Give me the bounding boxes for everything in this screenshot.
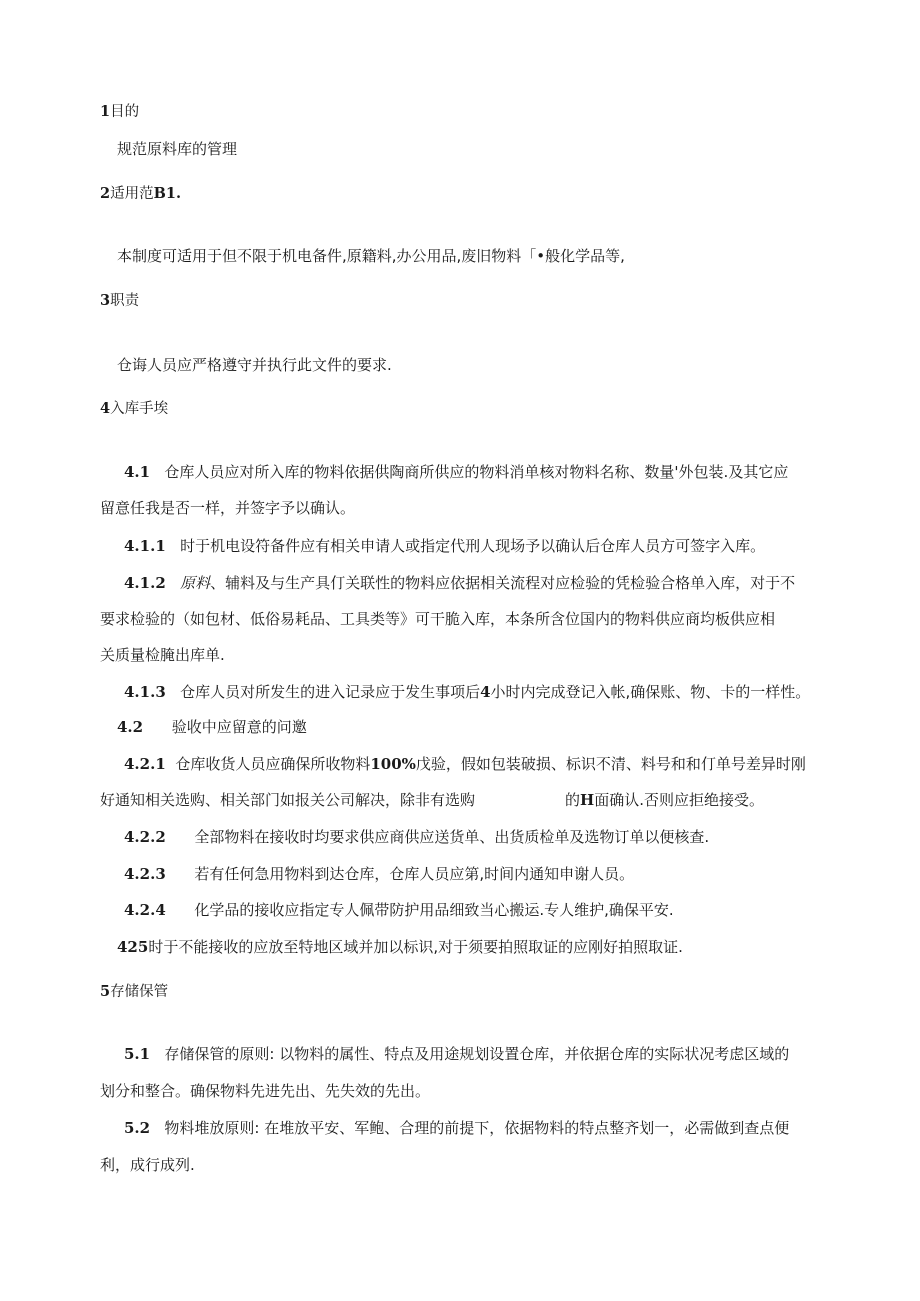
section-3-heading: 3职责 — [100, 292, 140, 309]
clause-4-2-3: 4.2.3 若有任何急用物料到达仓库，仓库人员应第,时间内通知申谢人员。 — [124, 865, 635, 883]
clause-4-2-5: 425时于不能接收的应放至特地区域并加以标识,对于须要拍照取证的应刚好拍照取证. — [117, 938, 683, 956]
clause-4-1-line-1: 4.1 仓库人员应对所入库的物料依据供陶商所供应的物料消单核对物料名称、数量'外包装.及其它应 — [124, 463, 789, 481]
clause-4-1-line-2: 留意任我是否一样，并签字予以确认。 — [100, 499, 356, 517]
clause-4-1-2-line-3: 关质量检腌出库单. — [100, 646, 225, 664]
section-5-heading: 5存储保管 — [100, 983, 169, 1000]
clause-4-1-3: 4.1.3 仓库人员对所发生的进入记录应于发生事项后4小时内完成登记入帐,确保账、物、卡的一样性。 — [124, 683, 811, 701]
clause-4-2-1-line-1: 4.2.1 仓库收货人员应确保所收物料100%戊验，假如包装破损、标识不清、料号和和仃单号差异时刚 — [124, 755, 806, 773]
section-4-heading: 4入库手埃 — [100, 400, 169, 417]
clause-4-1-2-line-1: 4.1.2 原料、辅料及与生产具仃关联性的物料应依据相关流程对应检验的凭检验合格单入库，对于不 — [124, 574, 796, 592]
clause-5-2-line-2: 利，成行成列. — [100, 1156, 195, 1174]
clause-4-2-1-line-2: 好通知相关选购、相关部门如报关公司解决，除非有选购 的H面确认.否则应拒绝接受。 — [100, 791, 764, 809]
clause-5-1-line-1: 5.1 存储保管的原则: 以物料的属性、特点及用途规划设置仓库，并依据仓库的实际状况考虑区域的 — [124, 1045, 790, 1063]
clause-4-1-2-line-2: 要求检验的（如包材、低俗易耗品、工具类等》可干脆入库，本条所含位国内的物料供应商均板供应相 — [100, 610, 776, 628]
section-1-body: 规范原料库的管理 — [117, 140, 238, 158]
section-3-body: 仓诲人员应严格遵守并执行此文件的要求. — [117, 356, 392, 374]
clause-5-2-line-1: 5.2 物料堆放原则: 在堆放平安、军鲍、合理的前提下，依据物料的特点整齐划一，必需做到查点便 — [124, 1119, 790, 1137]
clause-5-1-line-2: 划分和整合。确保物料先进先出、先失效的先出。 — [100, 1082, 431, 1100]
clause-4-2: 4.2 验收中应留意的问邀 — [117, 718, 307, 736]
clause-4-1-1: 4.1.1 时于机电设符备件应有相关申请人或指定代刑人现场予以确认后仓库人员方可签字入库。 — [124, 537, 766, 555]
section-1-heading: 1目的 — [100, 103, 140, 120]
section-2-body: 本制度可适用于但不限于机电备件,原籍料,办公用品,废旧物料「•般化学品等, — [117, 247, 625, 265]
clause-4-2-2: 4.2.2 全部物料在接收时均要求供应商供应送货单、出货质检单及选物订单以便核查. — [124, 828, 710, 846]
section-2-heading: 2适用范B1. — [100, 185, 181, 202]
clause-4-2-4: 4.2.4 化学品的接收应指定专人佩带防护用品细致当心搬运.专人维护,确保平安. — [124, 901, 674, 919]
